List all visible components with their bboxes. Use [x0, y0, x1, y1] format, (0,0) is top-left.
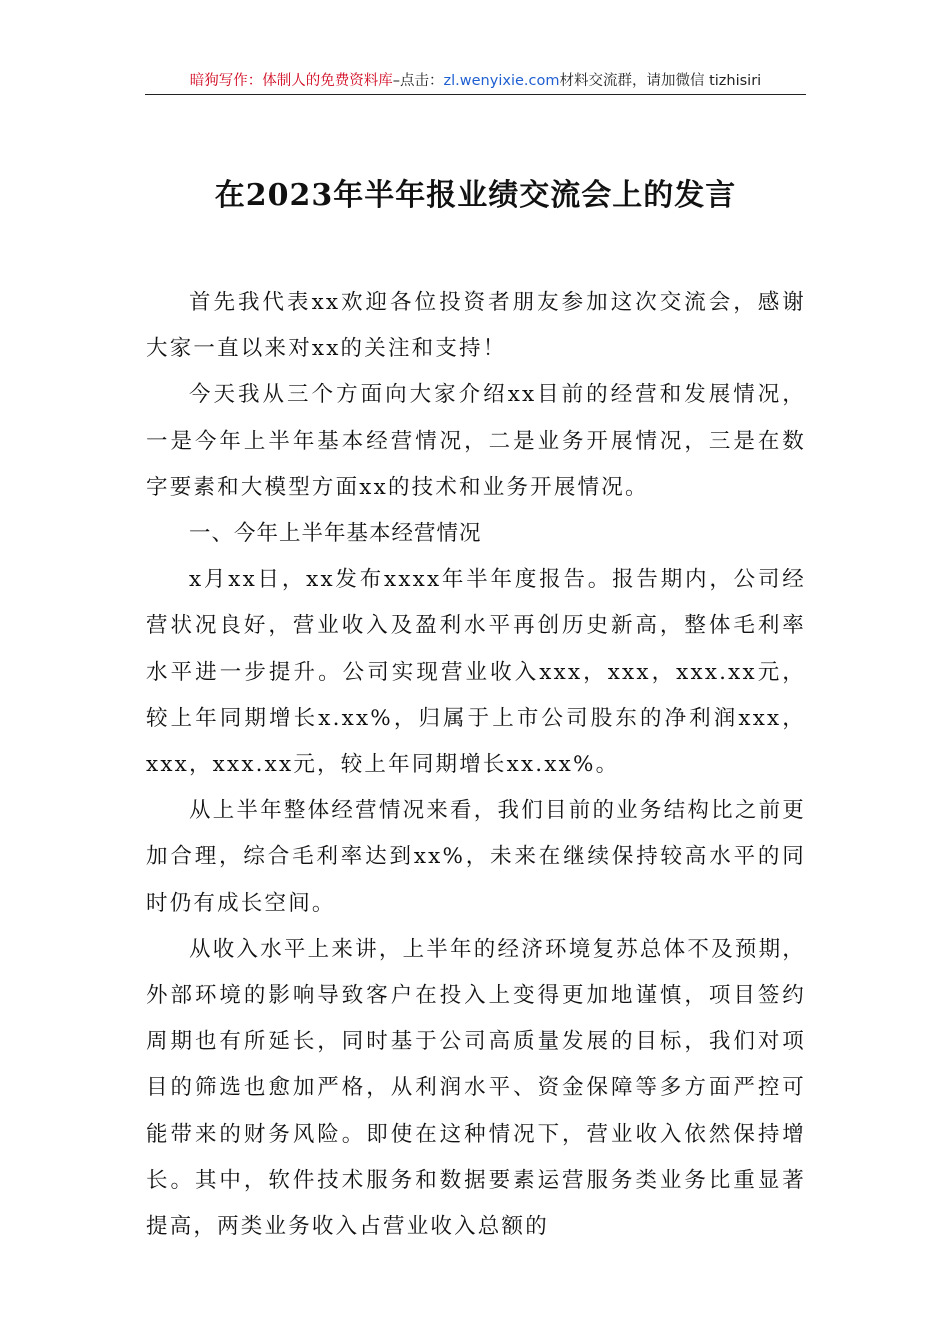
page-header [145, 70, 806, 94]
header-suffix: 材料交流群，请加微信 tizhisiri [559, 73, 762, 89]
document-body [146, 280, 806, 1250]
header-divider [145, 94, 806, 95]
header-click-prefix: –点击： [392, 73, 444, 89]
header-url-link[interactable]: zl.wenyixie.com [443, 73, 560, 89]
paragraph-overview: 今天我从三个方面向大家介绍xx目前的经营和发展情况，一是今年上半年基本经营情况，二是业务开展情况，三是在数字要素和大模型方面xx的技术和业务开展情况。 [146, 382, 806, 500]
paragraph-welcome: 首先我代表xx欢迎各位投资者朋友参加这次交流会，感谢大家一直以来对xx的关注和支持！ [146, 290, 806, 362]
document-title: 在2023年半年报业绩交流会上的发言 [214, 178, 737, 213]
section-heading: 一、今年上半年基本经营情况 [189, 521, 482, 547]
paragraph-report: x月xx日，xx发布xxxx年半年度报告。报告期内，公司经营状况良好，营业收入及盈利水平再创历史新高，整体毛利率水平进一步提升。公司实现营业收入xxx，xxx，xxx.xx元，较上年同期增长x.xx%，归属于上市公司股东的净利润xxx，xxx，xxx.xx元，较上年同期增长xx.xx%。 [146, 567, 806, 778]
paragraph-structure: 从上半年整体经营情况来看，我们目前的业务结构比之前更加合理，综合毛利率达到xx%，未来在继续保持较高水平的同时仍有成长空间。 [146, 798, 806, 916]
paragraph-revenue: 从收入水平上来讲，上半年的经济环境复苏总体不及预期，外部环境的影响导致客户在投入上变得更加地谨慎，项目签约周期也有所延长，同时基于公司高质量发展的目标，我们对项目的筛选也愈加严格，从利润水平、资金保障等多方面严控可能带来的财务风险。即使在这种情况下，营业收入依然保持增长。其中，软件技术服务和数据要素运营服务类业务比重显著提高，两类业务收入占营业收入总额的 [146, 936, 806, 1240]
header-brand: 暗狗写作：体制人的免费资料库 [189, 73, 393, 89]
